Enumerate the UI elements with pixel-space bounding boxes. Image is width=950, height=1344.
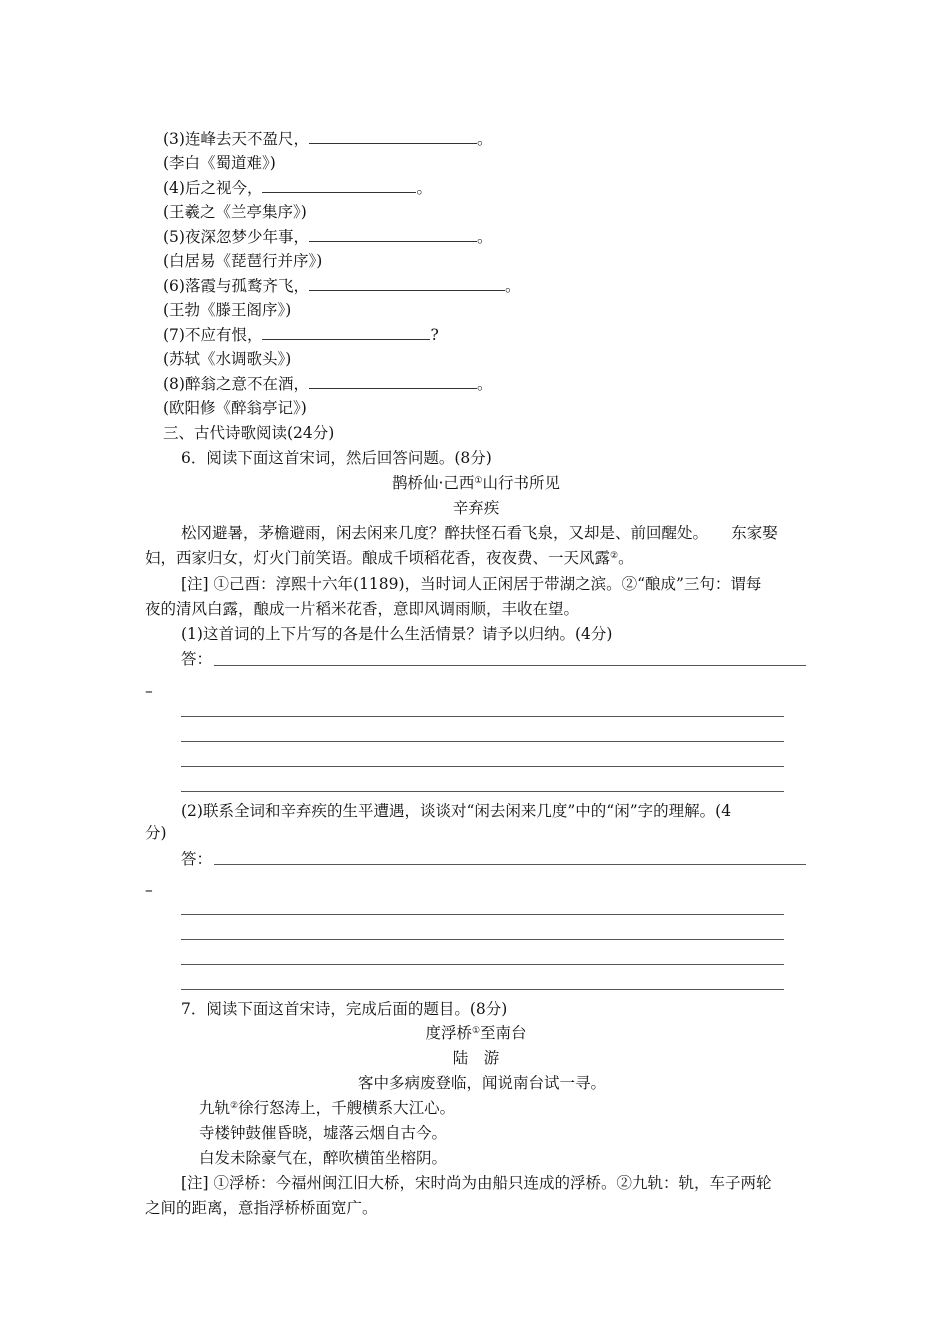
q6-answer-line[interactable] <box>214 665 806 666</box>
q6-poem-line-1: 松冈避暑，茅檐避雨，闲去闲来几度？醉扶怪石看飞泉，又却是、前回醒处。 东家娶 <box>181 524 778 542</box>
fill-item-6 <box>163 275 520 297</box>
q6-answer-label-2: 答： <box>181 850 213 868</box>
q6-answer-line[interactable] <box>181 716 784 717</box>
q6-poem-line-2 <box>145 547 634 569</box>
fill-item-text: (5)夜深忽梦少年事， <box>163 228 309 246</box>
answer-blank[interactable] <box>262 178 416 193</box>
q6-answer-dash-1: – <box>145 682 153 700</box>
fill-source-5: (白居易《琵琶行并序》) <box>163 252 323 270</box>
q6-answer-line[interactable] <box>181 939 784 940</box>
q7-poem-line-3: 寺楼钟鼓催昏晓，墟落云烟自古今。 <box>199 1124 448 1142</box>
q6-answer-line[interactable] <box>181 914 784 915</box>
fill-source-6: (王勃《滕王阁序》) <box>163 301 292 319</box>
fill-item-punct: 。 <box>476 375 493 393</box>
q6-subquestion-2-line-1: (2)联系全词和辛弃疾的生平遭遇，谈谈对“闲去闲来几度”中的“闲”字的理解。(4 <box>181 802 732 820</box>
fill-source-7: (苏轼《水调歌头》) <box>163 350 292 368</box>
fill-item-punct: 。 <box>476 130 493 148</box>
q6-title-part-b: 山行书所见 <box>482 474 561 492</box>
fill-item-punct: 。 <box>416 179 432 197</box>
fill-item-text: (7)不应有恨， <box>163 326 263 344</box>
fill-item-4 <box>163 177 432 199</box>
fill-item-3 <box>163 128 492 150</box>
fill-item-punct: ? <box>430 326 439 344</box>
q6-answer-line[interactable] <box>181 964 784 965</box>
q7-poem-line-2 <box>199 1097 455 1119</box>
answer-blank[interactable] <box>309 227 477 242</box>
q7-poem-line-1: 客中多病废登临，闻说南台试一寻。 <box>358 1074 607 1092</box>
fill-source-3: (李白《蜀道难》) <box>163 154 276 172</box>
q6-subquestion-1: (1)这首词的上下片写的各是什么生活情景？请予以归纳。(4分) <box>181 625 613 643</box>
q7-poem-author: 陆 游 <box>452 1049 500 1067</box>
fill-item-text: (4)后之视今， <box>163 179 263 197</box>
fill-item-text: (3)连峰去天不盈尺， <box>163 130 309 148</box>
q6-poem-line-2-end: 。 <box>618 549 634 567</box>
q6-answer-dash-2: – <box>145 881 153 899</box>
q6-note-line-2: 夜的清风白露，酿成一片稻米花香，意即风调雨顺，丰收在望。 <box>145 600 580 618</box>
q6-answer-line[interactable] <box>214 864 806 865</box>
fill-item-8 <box>163 373 492 395</box>
q6-answer-line[interactable] <box>181 766 784 767</box>
q6-subquestion-2-line-2: 分) <box>145 824 167 842</box>
fill-item-7 <box>163 324 439 346</box>
q7-title-note-marker: ① <box>471 1026 481 1036</box>
q6-prompt: 6．阅读下面这首宋词，然后回答问题。(8分) <box>181 449 492 467</box>
fill-item-punct: 。 <box>504 277 521 295</box>
q6-poem-note-marker: ② <box>610 551 619 561</box>
answer-blank[interactable] <box>309 276 505 291</box>
q6-poem-author: 辛弃疾 <box>452 499 500 517</box>
q6-poem-title <box>145 472 807 494</box>
q6-answer-line[interactable] <box>181 791 784 792</box>
q7-poem-line-2-start: 九轨 <box>199 1099 231 1117</box>
fill-item-5 <box>163 226 492 248</box>
q7-title-part-a: 度浮桥 <box>425 1024 472 1042</box>
q7-poem-note-marker: ② <box>230 1101 239 1111</box>
q7-poem-line-4: 白发未除豪气在，醉吹横笛坐榕阴。 <box>199 1149 448 1167</box>
answer-blank[interactable] <box>309 374 477 389</box>
q7-poem-title <box>145 1022 807 1044</box>
fill-item-text: (6)落霞与孤鹜齐飞， <box>163 277 309 295</box>
fill-source-4: (王羲之《兰亭集序》) <box>163 203 307 221</box>
q6-answer-label-1: 答： <box>181 650 213 668</box>
q6-title-note-marker: ① <box>474 476 483 486</box>
q6-answer-line[interactable] <box>181 989 784 990</box>
fill-item-punct: 。 <box>476 228 493 246</box>
q6-note-line-1: [注] ①己酉：淳熙十六年(1189)，当时词人正闲居于带湖之滨。②“酿成”三句：谓每 <box>181 575 762 593</box>
q7-title-part-b: 至南台 <box>480 1024 527 1042</box>
section-heading: 三、古代诗歌阅读(24分) <box>163 424 335 442</box>
answer-blank[interactable] <box>309 129 477 144</box>
q7-note-line-2: 之间的距离，意指浮桥桥面宽广。 <box>145 1199 378 1217</box>
q7-note-line-1: [注] ①浮桥：今福州闽江旧大桥，宋时尚为由船只连成的浮桥。②九轨：轨，车子两轮 <box>181 1174 772 1192</box>
fill-item-text: (8)醉翁之意不在酒， <box>163 375 309 393</box>
q7-poem-line-2-rest: 徐行怒涛上，千艘横系大江心。 <box>238 1099 456 1117</box>
q7-prompt: 7．阅读下面这首宋诗，完成后面的题目。(8分) <box>181 1000 508 1018</box>
fill-source-8: (欧阳修《醉翁亭记》) <box>163 399 307 417</box>
q6-title-part-a: 鹊桥仙·己西 <box>391 474 475 492</box>
answer-blank[interactable] <box>262 325 430 340</box>
q6-answer-line[interactable] <box>181 741 784 742</box>
q6-poem-line-2-text: 妇，西家归女，灯火门前笑语。酿成千顷稻花香，夜夜费、一天风露 <box>145 549 611 567</box>
